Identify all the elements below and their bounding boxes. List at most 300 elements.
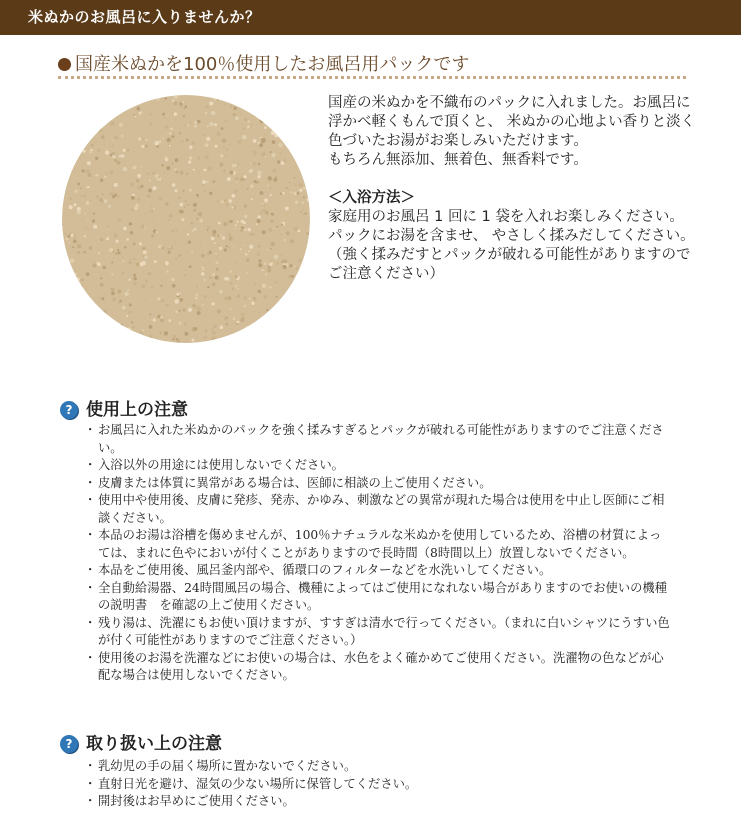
bran-grain — [229, 199, 232, 202]
bran-grain — [87, 219, 88, 220]
bran-grain — [261, 138, 263, 140]
bran-grain — [169, 145, 171, 147]
bran-grain — [127, 328, 131, 332]
bran-grain — [258, 175, 261, 178]
bran-grain — [143, 250, 147, 254]
bran-grain — [105, 151, 109, 155]
bran-grain — [281, 261, 283, 263]
bran-grain — [129, 303, 132, 306]
bran-grain — [77, 183, 80, 186]
bran-grain — [217, 132, 221, 136]
bran-grain — [215, 145, 218, 148]
bran-grain — [289, 189, 290, 190]
bran-grain — [138, 138, 141, 141]
bran-grain — [134, 277, 137, 280]
bran-grain — [187, 124, 189, 126]
bran-grain — [266, 325, 268, 327]
bran-grain — [236, 323, 238, 325]
bran-grain — [284, 239, 286, 241]
bran-grain — [147, 194, 150, 197]
bran-grain — [306, 294, 308, 296]
bran-grain — [109, 248, 113, 252]
bran-grain — [292, 336, 296, 340]
bran-grain — [96, 341, 98, 343]
bran-grain — [104, 199, 108, 203]
bran-grain — [201, 272, 204, 275]
bran-grain — [259, 143, 263, 147]
bran-grain — [233, 246, 234, 247]
bran-grain — [303, 196, 306, 199]
handling-notes-heading — [60, 729, 222, 754]
bran-grain — [264, 320, 268, 324]
bran-grain — [65, 274, 69, 278]
bran-grain — [193, 203, 197, 207]
bran-grain — [152, 186, 156, 190]
bran-grain — [300, 212, 301, 213]
bran-grain — [196, 294, 198, 296]
bran-grain — [129, 311, 131, 313]
bran-grain — [265, 156, 266, 157]
bran-grain — [211, 329, 213, 331]
bran-grain — [153, 318, 156, 321]
bran-grain — [200, 268, 202, 270]
bran-grain — [117, 289, 121, 293]
bran-grain — [292, 95, 293, 96]
bran-grain — [64, 298, 68, 302]
bran-grain — [115, 252, 118, 255]
bran-grain — [281, 233, 283, 235]
bran-grain — [81, 195, 83, 197]
bran-grain — [290, 98, 294, 102]
bran-grain — [69, 205, 73, 209]
bran-grain — [207, 166, 211, 170]
bran-grain — [139, 242, 142, 245]
bran-grain — [232, 333, 236, 337]
bran-grain — [216, 257, 217, 258]
bran-grain — [109, 96, 111, 98]
bran-grain — [112, 155, 116, 159]
bran-grain — [93, 212, 96, 215]
bran-grain — [281, 223, 283, 225]
bran-grain — [307, 281, 311, 285]
bran-grain — [226, 245, 228, 247]
bran-grain — [165, 202, 168, 205]
bran-grain — [229, 105, 232, 108]
bran-grain — [291, 105, 295, 109]
bran-grain — [75, 281, 77, 283]
bran-grain — [244, 228, 247, 231]
bran-grain — [159, 197, 163, 201]
bran-grain — [169, 247, 170, 248]
list-item: ・ お風呂に入れた米ぬかのパックを強く揉みすぎるとパックが破れる可能性がありますのでご注意ください。 — [88, 422, 672, 457]
list-item: ・ 使用中や使用後、皮膚に発疹、発赤、かゆみ、刺激などの異常が現れた場合は使用を中止し医師にご相談ください。 — [88, 492, 672, 527]
bran-grain — [119, 324, 123, 328]
bran-grain — [261, 95, 265, 99]
bran-grain — [244, 305, 246, 307]
bran-grain — [238, 294, 240, 296]
bran-grain — [169, 219, 170, 220]
bran-grain — [201, 254, 205, 258]
bran-grain — [72, 158, 75, 161]
bran-grain — [262, 230, 266, 234]
bran-grain — [151, 234, 154, 237]
bran-grain — [293, 309, 297, 313]
bran-grain — [140, 166, 141, 167]
bran-grain — [84, 132, 86, 134]
bran-grain — [113, 187, 115, 189]
bran-grain — [185, 270, 186, 271]
bran-grain — [219, 290, 223, 294]
bran-grain — [123, 149, 126, 152]
bran-grain — [66, 238, 69, 241]
bran-grain — [276, 104, 280, 108]
bran-grain — [111, 102, 113, 104]
bran-grain — [134, 258, 135, 259]
bran-grain — [165, 158, 168, 161]
bran-grain — [280, 152, 282, 154]
bran-grain — [244, 215, 247, 218]
bran-grain — [224, 199, 227, 202]
bran-grain — [269, 286, 271, 288]
bran-grain — [294, 315, 298, 319]
bran-grain — [222, 236, 225, 239]
bran-grain — [209, 277, 211, 279]
bran-grain — [276, 262, 279, 265]
bran-grain — [180, 298, 184, 302]
bran-grain — [194, 121, 197, 124]
bran-grain — [104, 101, 106, 103]
bran-grain — [265, 273, 267, 275]
bran-grain — [122, 272, 124, 274]
bran-grain — [174, 102, 177, 105]
bran-grain — [97, 149, 100, 152]
bran-grain — [126, 315, 128, 317]
bran-grain — [204, 279, 206, 281]
bran-grain — [83, 195, 86, 198]
bran-grain — [184, 322, 187, 325]
bran-grain — [158, 176, 160, 178]
bran-grain — [149, 313, 152, 316]
bran-grain — [84, 251, 86, 253]
bran-grain — [105, 172, 108, 175]
bran-grain — [129, 261, 132, 264]
bran-grain — [298, 112, 300, 114]
bran-grain — [256, 223, 258, 225]
bran-grain — [250, 184, 253, 187]
bran-grain — [223, 170, 225, 172]
bran-grain — [173, 112, 177, 116]
bran-grain — [307, 305, 308, 306]
bran-grain — [214, 123, 217, 126]
bran-grain — [66, 175, 69, 178]
bran-grain — [216, 268, 219, 271]
bran-grain — [207, 229, 209, 231]
bran-grain — [64, 263, 65, 264]
bran-grain — [260, 137, 261, 138]
bran-grain — [221, 127, 224, 130]
bran-grain — [271, 326, 273, 328]
bran-grain — [156, 231, 158, 233]
bran-grain — [169, 214, 173, 218]
bran-grain — [243, 244, 244, 245]
bran-grain — [67, 109, 70, 112]
bran-grain — [281, 105, 284, 108]
bran-grain — [180, 171, 183, 174]
bran-grain — [271, 242, 275, 246]
bran-grain — [306, 232, 309, 235]
bran-grain — [279, 123, 281, 125]
bran-grain — [174, 335, 176, 337]
bran-grain — [133, 114, 135, 116]
bran-grain — [212, 283, 216, 287]
bran-grain — [224, 277, 228, 281]
list-item: ・ 全自動給湯器、24時間風呂の場合、機種によってはご使用になれない場合がありますのでお使いの機種の説明書 を確認の上ご使用ください。 — [88, 580, 672, 615]
bran-grain — [200, 219, 204, 223]
bran-grain — [248, 228, 251, 231]
bran-grain — [230, 308, 232, 310]
bran-grain — [249, 129, 250, 130]
bran-grain — [302, 201, 304, 203]
bran-grain — [289, 120, 290, 121]
bran-grain — [165, 115, 166, 116]
bran-grain — [166, 166, 170, 170]
bran-grain — [297, 192, 300, 195]
bran-grain — [134, 206, 138, 210]
bran-grain — [228, 296, 232, 300]
bran-grain — [115, 331, 119, 335]
bran-grain — [192, 230, 194, 232]
bran-grain — [99, 107, 102, 110]
bran-grain — [238, 140, 242, 144]
bran-grain — [264, 295, 268, 299]
bran-grain — [253, 297, 255, 299]
bran-grain — [302, 172, 305, 175]
bran-grain — [290, 340, 293, 343]
bran-grain — [123, 260, 125, 262]
bran-grain — [164, 331, 168, 335]
bran-grain — [264, 205, 266, 207]
bran-grain — [170, 128, 173, 131]
bran-grain — [303, 137, 306, 140]
bran-grain — [142, 138, 145, 141]
bran-grain — [75, 105, 76, 106]
bran-grain — [205, 155, 209, 159]
bran-grain — [192, 141, 196, 145]
bran-grain — [170, 246, 173, 249]
bran-grain — [92, 321, 95, 324]
bran-grain — [217, 200, 219, 202]
bran-grain — [99, 200, 101, 202]
bran-grain — [86, 201, 90, 205]
bran-grain — [151, 123, 152, 124]
handling-notes-title: 取り扱い上の注意 — [86, 734, 222, 754]
bran-grain — [218, 98, 221, 101]
bran-grain — [130, 231, 133, 234]
bran-grain — [81, 285, 83, 287]
bran-grain — [74, 203, 77, 206]
bran-grain — [184, 207, 185, 208]
bran-grain — [162, 113, 165, 116]
intro-additives: もちろん無添加、無着色、無香料です。 — [328, 152, 588, 168]
bran-grain — [228, 220, 231, 223]
product-description — [328, 94, 698, 284]
bran-grain — [260, 191, 264, 195]
bran-grain — [185, 281, 187, 283]
bran-grain — [253, 139, 257, 143]
bran-grain — [175, 299, 179, 303]
bran-grain — [163, 263, 165, 265]
bran-grain — [287, 340, 288, 341]
bran-grain — [171, 278, 174, 281]
bran-grain — [70, 259, 74, 263]
bran-grain — [107, 226, 109, 228]
product-subheading — [58, 50, 469, 76]
bran-grain — [149, 180, 151, 182]
bran-grain — [226, 149, 228, 151]
bran-grain — [236, 262, 238, 264]
bran-grain — [149, 335, 153, 339]
bran-grain — [259, 259, 262, 262]
bran-grain — [133, 282, 137, 286]
bran-grain — [257, 219, 261, 223]
bran-grain — [197, 311, 201, 315]
bran-grain — [270, 151, 272, 153]
bran-grain — [297, 104, 299, 106]
bran-grain — [93, 262, 94, 263]
bran-grain — [295, 185, 296, 186]
bran-grain — [219, 163, 223, 167]
bran-grain — [62, 275, 63, 277]
bran-grain — [302, 117, 303, 118]
bran-grain — [220, 325, 224, 329]
bran-grain — [97, 236, 98, 237]
bran-grain — [189, 156, 193, 160]
bran-grain — [117, 249, 119, 251]
bran-grain — [270, 194, 272, 196]
bran-grain — [249, 298, 250, 299]
bran-grain — [110, 121, 114, 125]
bran-grain — [295, 276, 298, 279]
bran-grain — [66, 288, 70, 292]
bran-grain — [127, 149, 129, 151]
bran-grain — [160, 298, 164, 302]
bran-grain — [193, 169, 195, 171]
bran-grain — [261, 113, 263, 115]
bran-grain — [229, 237, 233, 241]
bran-grain — [282, 315, 284, 317]
bran-grain — [77, 304, 81, 308]
bran-grain — [296, 106, 299, 109]
bran-grain — [279, 314, 283, 318]
bran-grain — [124, 246, 126, 248]
bran-grain — [107, 334, 110, 337]
bran-grain — [207, 226, 210, 229]
bran-grain — [89, 151, 91, 153]
bran-grain — [133, 242, 136, 245]
bran-grain — [86, 169, 90, 173]
bran-grain — [96, 195, 99, 198]
bran-grain — [128, 331, 129, 332]
bran-grain — [278, 105, 282, 109]
bran-grain — [86, 302, 88, 304]
bran-grain — [98, 297, 100, 299]
bran-grain — [104, 176, 107, 179]
bran-grain — [121, 135, 123, 137]
bran-grain — [267, 265, 271, 269]
bran-grain — [302, 209, 304, 211]
bran-grain — [198, 197, 199, 198]
bran-grain — [297, 127, 299, 129]
bran-grain — [189, 146, 192, 149]
bran-grain — [300, 113, 304, 117]
rice-bran-image — [62, 95, 310, 343]
bran-grain — [235, 116, 239, 120]
bran-grain — [198, 171, 200, 173]
bran-grain — [179, 322, 182, 325]
bran-grain — [124, 292, 128, 296]
bran-grain — [253, 162, 257, 166]
bran-grain — [291, 275, 294, 278]
bran-grain — [225, 155, 226, 156]
dotted-divider — [58, 76, 686, 79]
bran-grain — [175, 119, 176, 120]
bran-grain — [257, 171, 261, 175]
bran-grain — [111, 288, 115, 292]
bran-grain — [111, 145, 113, 147]
bran-grain — [223, 222, 227, 226]
bran-grain — [289, 95, 293, 97]
bran-grain — [126, 238, 129, 241]
bran-grain — [175, 189, 178, 192]
bran-grain — [142, 247, 146, 251]
bran-grain — [301, 132, 304, 135]
bran-grain — [103, 144, 105, 146]
bran-grain — [203, 134, 205, 136]
bran-grain — [131, 208, 134, 211]
bran-grain — [103, 266, 106, 269]
bran-grain — [234, 228, 235, 229]
bran-grain — [212, 230, 216, 234]
bran-grain — [251, 332, 254, 335]
bran-grain — [220, 154, 223, 157]
bran-grain — [245, 101, 247, 103]
bran-grain — [303, 259, 306, 262]
bran-grain — [184, 274, 186, 276]
bran-grain — [114, 159, 116, 161]
bran-grain — [274, 320, 277, 323]
bran-grain — [243, 175, 246, 178]
bran-grain — [258, 290, 261, 293]
bran-grain — [111, 273, 113, 275]
bran-grain — [164, 117, 166, 119]
bran-grain — [93, 225, 97, 229]
bran-grain — [182, 218, 185, 221]
bran-grain — [72, 275, 76, 279]
bran-grain — [178, 255, 180, 257]
bran-grain — [257, 253, 260, 256]
bran-grain — [92, 102, 94, 104]
bran-grain — [261, 319, 263, 321]
bran-grain — [273, 178, 277, 182]
bran-grain — [286, 231, 290, 235]
bran-grain — [267, 249, 269, 251]
bran-grain — [251, 198, 253, 200]
bran-grain — [77, 207, 81, 211]
bran-grain — [81, 278, 84, 281]
bran-grain — [294, 227, 298, 231]
bran-grain — [180, 210, 184, 214]
bran-grain — [87, 102, 91, 106]
